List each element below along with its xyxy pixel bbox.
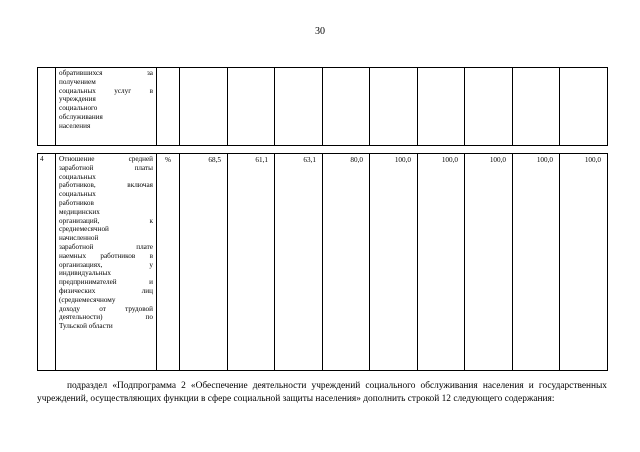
footer-text: подраздел «Подпрограмма 2 «Обеспечение деятельности учреждений социального обслуживания населения и государственных учреждений, осуществляющих функции в сфере социальной защиты населения» дополнить строкой 12 следующего содержания: [37, 381, 607, 404]
page-number: 30 [315, 26, 325, 37]
indicator-cell: обратившихся за получением социальных услуг в учреждения социального обслуживания населения [56, 68, 157, 146]
indicator-table [37, 67, 608, 371]
value-cell [323, 68, 370, 146]
table-row [38, 68, 608, 146]
value-cell: 100,0 [513, 154, 560, 371]
value-cell [560, 68, 608, 146]
row-index: 4 [38, 154, 56, 371]
value-cell [418, 68, 465, 146]
indicator-cell: Отношение средней заработной платы социальных работников, включая социальных работников медицинских организаций, к среднемесячной начисленной заработной плате наемных работников в организациях, у индивидуальных предпринимателей и физических лиц (среднемесячному доходу от трудовой деятельности) по Тульской области [56, 154, 157, 371]
value-cell: 100,0 [370, 154, 418, 371]
value-cell: 61,1 [228, 154, 275, 371]
value-cell [228, 68, 275, 146]
row-index [38, 68, 56, 146]
value-cell: 80,0 [323, 154, 370, 371]
value-cell [275, 68, 323, 146]
footer-paragraph [37, 380, 607, 406]
value-cell: 100,0 [465, 154, 513, 371]
value-cell [465, 68, 513, 146]
unit-cell [157, 68, 180, 146]
value-cell: 63,1 [275, 154, 323, 371]
value-cell [513, 68, 560, 146]
unit-cell: % [157, 154, 180, 371]
value-cell: 100,0 [560, 154, 608, 371]
value-cell: 100,0 [418, 154, 465, 371]
table-row [38, 154, 608, 371]
table-gap [38, 146, 608, 154]
value-cell [180, 68, 228, 146]
value-cell [370, 68, 418, 146]
value-cell: 68,5 [180, 154, 228, 371]
